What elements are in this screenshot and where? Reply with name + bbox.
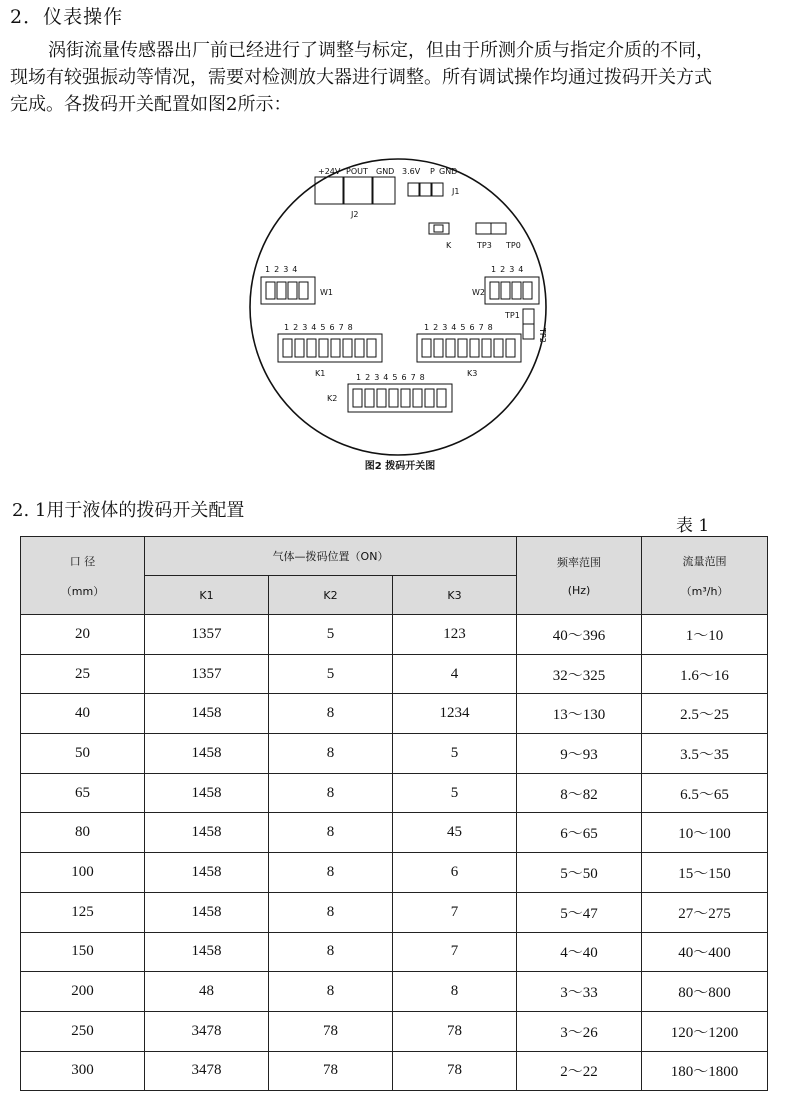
cell-flow: 27～275 bbox=[642, 892, 768, 932]
cell-frequency: 4～40 bbox=[517, 932, 642, 972]
cell-k1: 1458 bbox=[145, 932, 269, 972]
cell-caliber: 50 bbox=[21, 734, 145, 774]
cell-k1: 3478 bbox=[145, 1011, 269, 1051]
cell-k3: 4 bbox=[393, 654, 517, 694]
table-row bbox=[21, 853, 768, 893]
k1-switch bbox=[278, 334, 382, 362]
cell-flow: 80～800 bbox=[642, 972, 768, 1012]
cell-k2: 8 bbox=[269, 972, 393, 1012]
cell-flow: 1～10 bbox=[642, 615, 768, 655]
header-frequency-unit: (Hz) bbox=[567, 584, 591, 597]
figure-caption: 图2 拨码开关图 bbox=[364, 461, 436, 472]
dip-switch-diagram bbox=[248, 157, 548, 457]
cell-caliber: 25 bbox=[21, 654, 145, 694]
intro-paragraph: 涡街流量传感器出厂前已经进行了调整与标定，但由于所测介质与指定介质的不同， 现场有较强振动等情况，需要对检测放大器进行调整。所有调试操作均通过拨码开关方式 完成。各拨码开关配置如图2所示： bbox=[10, 40, 714, 115]
cell-k2: 8 bbox=[269, 853, 393, 893]
dip-switch-table bbox=[20, 536, 768, 1091]
cell-frequency: 6～65 bbox=[517, 813, 642, 853]
cell-frequency: 3～33 bbox=[517, 972, 642, 1012]
cell-frequency: 9～93 bbox=[517, 734, 642, 774]
cell-k3: 123 bbox=[393, 615, 517, 655]
cell-k3: 5 bbox=[393, 734, 517, 774]
cell-caliber: 300 bbox=[21, 1051, 145, 1091]
table-label: 表 1 bbox=[676, 516, 710, 536]
table-row bbox=[21, 734, 768, 774]
cell-frequency: 40～396 bbox=[517, 615, 642, 655]
cell-frequency: 13～130 bbox=[517, 694, 642, 734]
cell-k3: 8 bbox=[393, 972, 517, 1012]
table-row bbox=[21, 813, 768, 853]
header-flow-unit: （m³/h） bbox=[680, 584, 729, 598]
label-w1: W1 bbox=[320, 288, 333, 297]
cell-flow: 40～400 bbox=[642, 932, 768, 972]
header-frequency-label: 频率范围 bbox=[557, 556, 602, 569]
cell-flow: 15～150 bbox=[642, 853, 768, 893]
cell-flow: 10～100 bbox=[642, 813, 768, 853]
w2-switch bbox=[485, 277, 539, 304]
header-switch-position: 气体—拨码位置（ON） bbox=[145, 537, 517, 576]
cell-frequency: 5～50 bbox=[517, 853, 642, 893]
cell-caliber: 80 bbox=[21, 813, 145, 853]
k2-switch bbox=[348, 384, 452, 412]
w1-nums: 1 2 3 4 bbox=[265, 265, 298, 274]
table-row bbox=[21, 1011, 768, 1051]
cell-k1: 1458 bbox=[145, 853, 269, 893]
label-tp0: TP0 bbox=[506, 241, 521, 250]
label-k: K bbox=[446, 241, 452, 250]
header-k3: K3 bbox=[393, 576, 517, 615]
j1-header bbox=[408, 183, 443, 196]
header-k1: K1 bbox=[145, 576, 269, 615]
cell-caliber: 250 bbox=[21, 1011, 145, 1051]
cell-k3: 6 bbox=[393, 853, 517, 893]
table-row bbox=[21, 773, 768, 813]
header-flow bbox=[642, 537, 768, 615]
cell-flow: 2.5～25 bbox=[642, 694, 768, 734]
header-frequency bbox=[517, 537, 642, 615]
cell-caliber: 100 bbox=[21, 853, 145, 893]
cell-k2: 8 bbox=[269, 773, 393, 813]
label-24v: +24V bbox=[318, 167, 341, 176]
cell-k1: 1357 bbox=[145, 615, 269, 655]
cell-frequency: 8～82 bbox=[517, 773, 642, 813]
cell-k2: 8 bbox=[269, 694, 393, 734]
label-w2: W2 bbox=[472, 288, 485, 297]
cell-k3: 5 bbox=[393, 773, 517, 813]
section-heading: 2．仪表操作 bbox=[10, 6, 124, 28]
table-body bbox=[21, 615, 768, 1091]
cell-caliber: 65 bbox=[21, 773, 145, 813]
k3-switch bbox=[417, 334, 521, 362]
cell-k1: 1458 bbox=[145, 773, 269, 813]
label-p: P bbox=[430, 167, 435, 176]
table-row bbox=[21, 972, 768, 1012]
cell-k2: 5 bbox=[269, 615, 393, 655]
label-tp1: TP1 bbox=[505, 311, 520, 320]
table-row bbox=[21, 615, 768, 655]
cell-k3: 45 bbox=[393, 813, 517, 853]
cell-k2: 78 bbox=[269, 1011, 393, 1051]
cell-frequency: 3～26 bbox=[517, 1011, 642, 1051]
cell-k2: 78 bbox=[269, 1051, 393, 1091]
cell-caliber: 20 bbox=[21, 615, 145, 655]
k2-nums: 1 2 3 4 5 6 7 8 bbox=[356, 373, 425, 382]
label-k1: K1 bbox=[315, 369, 326, 378]
cell-k1: 3478 bbox=[145, 1051, 269, 1091]
cell-frequency: 2～22 bbox=[517, 1051, 642, 1091]
cell-flow: 180～1800 bbox=[642, 1051, 768, 1091]
w1-switch bbox=[261, 277, 315, 304]
cell-flow: 3.5～35 bbox=[642, 734, 768, 774]
cell-k1: 1458 bbox=[145, 694, 269, 734]
cell-flow: 1.6～16 bbox=[642, 654, 768, 694]
header-flow-label: 流量范围 bbox=[682, 554, 727, 568]
cell-flow: 120～1200 bbox=[642, 1011, 768, 1051]
w2-nums: 1 2 3 4 bbox=[491, 265, 524, 274]
cell-caliber: 200 bbox=[21, 972, 145, 1012]
header-caliber-label: 口 径 bbox=[69, 554, 96, 568]
cell-k2: 8 bbox=[269, 932, 393, 972]
section-title: 2. 1用于液体的拨码开关配置 bbox=[12, 500, 245, 521]
label-tp3: TP3 bbox=[477, 241, 492, 250]
table-row bbox=[21, 1051, 768, 1091]
label-j2: J2 bbox=[351, 210, 359, 219]
cell-caliber: 150 bbox=[21, 932, 145, 972]
table-row bbox=[21, 932, 768, 972]
cell-frequency: 5～47 bbox=[517, 892, 642, 932]
table-row bbox=[21, 654, 768, 694]
cell-k2: 5 bbox=[269, 654, 393, 694]
label-tp2: TP2 bbox=[538, 328, 547, 343]
cell-k2: 8 bbox=[269, 892, 393, 932]
cell-k1: 1458 bbox=[145, 813, 269, 853]
label-pout: POUT bbox=[346, 167, 368, 176]
label-gnd: GND bbox=[376, 167, 395, 176]
cell-k2: 8 bbox=[269, 813, 393, 853]
cell-k3: 1234 bbox=[393, 694, 517, 734]
cell-k1: 48 bbox=[145, 972, 269, 1012]
cell-frequency: 32～325 bbox=[517, 654, 642, 694]
k1-nums: 1 2 3 4 5 6 7 8 bbox=[284, 323, 353, 332]
cell-k3: 78 bbox=[393, 1051, 517, 1091]
label-3v6: 3.6V bbox=[402, 167, 421, 176]
cell-k1: 1357 bbox=[145, 654, 269, 694]
header-k2: K2 bbox=[269, 576, 393, 615]
j2-terminal-block bbox=[315, 177, 395, 204]
cell-k3: 7 bbox=[393, 892, 517, 932]
k3-nums: 1 2 3 4 5 6 7 8 bbox=[424, 323, 493, 332]
cell-k1: 1458 bbox=[145, 734, 269, 774]
table-row bbox=[21, 892, 768, 932]
label-k2: K2 bbox=[327, 394, 338, 403]
header-caliber bbox=[21, 537, 145, 615]
cell-caliber: 125 bbox=[21, 892, 145, 932]
board-outline bbox=[250, 159, 546, 455]
cell-k3: 78 bbox=[393, 1011, 517, 1051]
cell-k1: 1458 bbox=[145, 892, 269, 932]
cell-k3: 7 bbox=[393, 932, 517, 972]
label-k3: K3 bbox=[467, 369, 478, 378]
cell-flow: 6.5～65 bbox=[642, 773, 768, 813]
cell-k2: 8 bbox=[269, 734, 393, 774]
cell-caliber: 40 bbox=[21, 694, 145, 734]
label-j1: J1 bbox=[452, 187, 460, 196]
header-caliber-unit: （mm） bbox=[60, 584, 105, 598]
label-gnd2: GND bbox=[439, 167, 458, 176]
table-row bbox=[21, 694, 768, 734]
